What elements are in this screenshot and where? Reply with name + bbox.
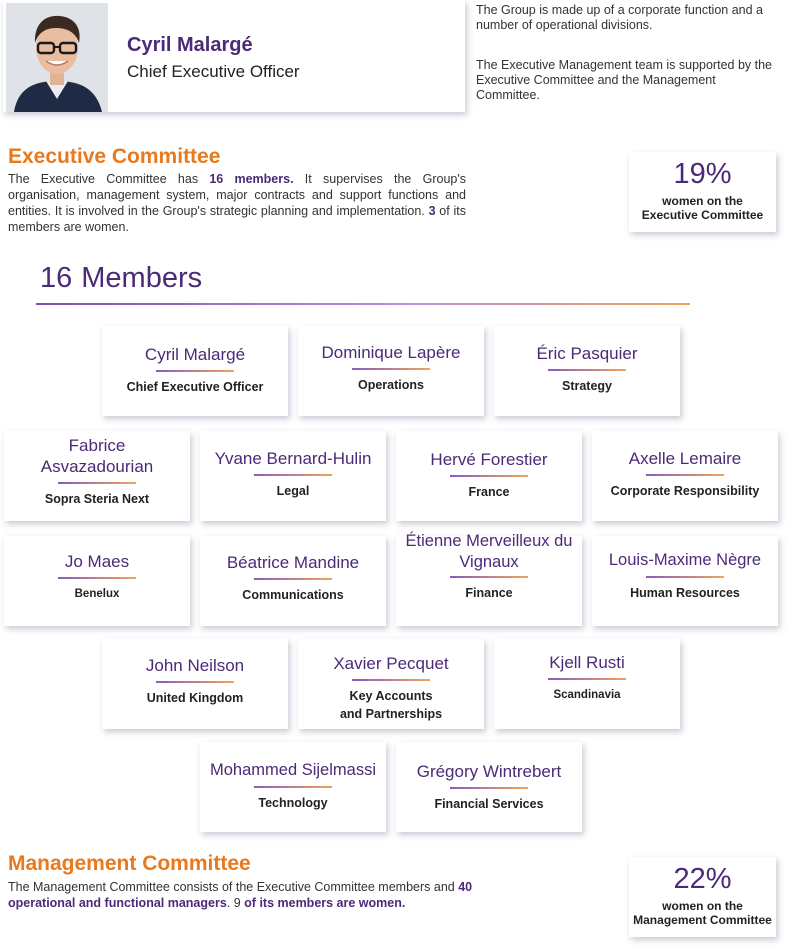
exec-highlight-members: 16 members. <box>209 172 294 186</box>
member-card <box>102 326 288 416</box>
member-divider <box>254 786 332 788</box>
member-name: Fabrice Asvazadourian <box>40 436 154 476</box>
member-card <box>592 431 778 521</box>
member-card <box>4 536 190 626</box>
member-name: Kjell Rusti <box>549 653 625 672</box>
member-divider <box>450 576 528 578</box>
member-divider <box>548 369 626 371</box>
members-heading <box>40 262 202 295</box>
member-role: Operations <box>358 378 424 392</box>
member-card <box>298 326 484 416</box>
member-divider <box>646 576 724 578</box>
members-count: 16 <box>40 262 73 294</box>
exec-highlight-women: 3 <box>428 204 436 218</box>
member-divider <box>58 577 136 579</box>
exec-text-part: The Executive Committee has <box>8 172 210 186</box>
member-role: Corporate Responsibility <box>610 484 760 498</box>
member-card <box>396 431 582 521</box>
member-role: United Kingdom <box>146 691 244 705</box>
mgmt-highlight-managers: 40 operational and functional managers <box>8 880 473 910</box>
member-card <box>200 536 386 626</box>
member-name: Axelle Lemaire <box>628 449 742 468</box>
executive-women-percent: 19% <box>673 158 732 190</box>
member-role: Sopra Steria Next <box>44 492 150 506</box>
member-card <box>396 742 582 832</box>
management-committee-description <box>8 879 488 911</box>
management-women-percent: 22% <box>673 863 732 895</box>
member-divider <box>156 370 234 372</box>
member-divider <box>548 678 626 680</box>
member-name: Louis-Maxime Nègre <box>608 551 762 569</box>
intro-paragraph-1: The Group is made up of a corporate function and a number of operational divisions. <box>476 3 763 32</box>
member-name: Grégory Wintrebert <box>416 762 562 781</box>
member-role: Strategy <box>561 379 613 393</box>
member-role: Legal <box>276 484 310 498</box>
member-card <box>396 532 582 626</box>
member-role: Benelux <box>74 588 120 600</box>
executive-women-label: women on the Executive Committee <box>641 194 764 222</box>
executive-committee-description <box>8 171 466 235</box>
member-divider <box>156 681 234 683</box>
ceo-photo <box>6 3 108 112</box>
member-name: Éric Pasquier <box>536 344 638 363</box>
exec-text-part: It supervises the Group's organisation, management system, major contracts and support functions and entities. It is involved in the Group's strategic planning and implementation. <box>8 172 466 218</box>
intro-paragraph-2: The Executive Management team is supported by the Executive Committee and the Management Committee. <box>476 58 772 102</box>
management-committee-heading: Management Committee <box>8 852 251 875</box>
executive-women-stat-card <box>629 152 776 232</box>
mgmt-highlight-women: of its members are women. <box>244 896 406 910</box>
member-divider <box>254 474 332 476</box>
member-divider <box>254 578 332 580</box>
member-divider <box>352 679 430 681</box>
member-role: Human Resources <box>630 586 740 600</box>
member-name: John Neilson <box>145 656 245 675</box>
member-card <box>200 431 386 521</box>
member-role: Technology <box>258 796 328 810</box>
executive-committee-heading: Executive Committee <box>8 145 221 168</box>
member-card <box>200 742 386 832</box>
member-role: Chief Executive Officer <box>126 380 264 394</box>
member-divider <box>450 787 528 789</box>
member-name: Hervé Forestier <box>430 450 548 469</box>
member-name: Dominique Lapère <box>321 343 461 362</box>
management-women-stat-card <box>629 857 776 937</box>
member-role: France <box>468 485 510 499</box>
management-women-label: women on the Management Committee <box>633 899 772 927</box>
member-name: Étienne Merveilleux du Vignaux <box>405 532 573 571</box>
member-name: Béatrice Mandine <box>226 553 360 572</box>
member-role: Finance <box>465 586 513 600</box>
member-card <box>4 431 190 521</box>
members-label: Members <box>81 262 203 294</box>
member-divider <box>58 482 136 484</box>
member-divider <box>352 368 430 370</box>
member-divider <box>646 474 724 476</box>
member-role: Key Accounts and Partnerships <box>339 689 443 721</box>
member-card <box>298 639 484 729</box>
member-name: Yvane Bernard-Hulin <box>214 449 372 468</box>
member-card <box>592 536 778 626</box>
member-role: Financial Services <box>434 797 544 811</box>
member-role: Communications <box>242 588 344 602</box>
member-card <box>494 326 680 416</box>
member-name: Mohammed Sijelmassi <box>210 761 376 779</box>
member-card <box>494 639 680 729</box>
member-name: Cyril Malargé <box>144 345 246 364</box>
exec-text-part: of its members are women. <box>8 204 466 234</box>
ceo-title: Chief Executive Officer <box>127 62 300 81</box>
member-card <box>102 639 288 729</box>
member-name: Jo Maes <box>64 552 130 571</box>
member-name: Xavier Pecquet <box>333 654 449 673</box>
mgmt-text-part: . 9 <box>226 896 245 910</box>
members-divider <box>36 303 690 305</box>
ceo-card <box>3 0 465 112</box>
member-divider <box>450 475 528 477</box>
mgmt-text-part: The Management Committee consists of the Executive Committee members and <box>8 880 459 894</box>
member-role: Scandinavia <box>553 689 621 701</box>
ceo-portrait-image <box>6 3 108 112</box>
ceo-name: Cyril Malargé <box>127 34 253 56</box>
